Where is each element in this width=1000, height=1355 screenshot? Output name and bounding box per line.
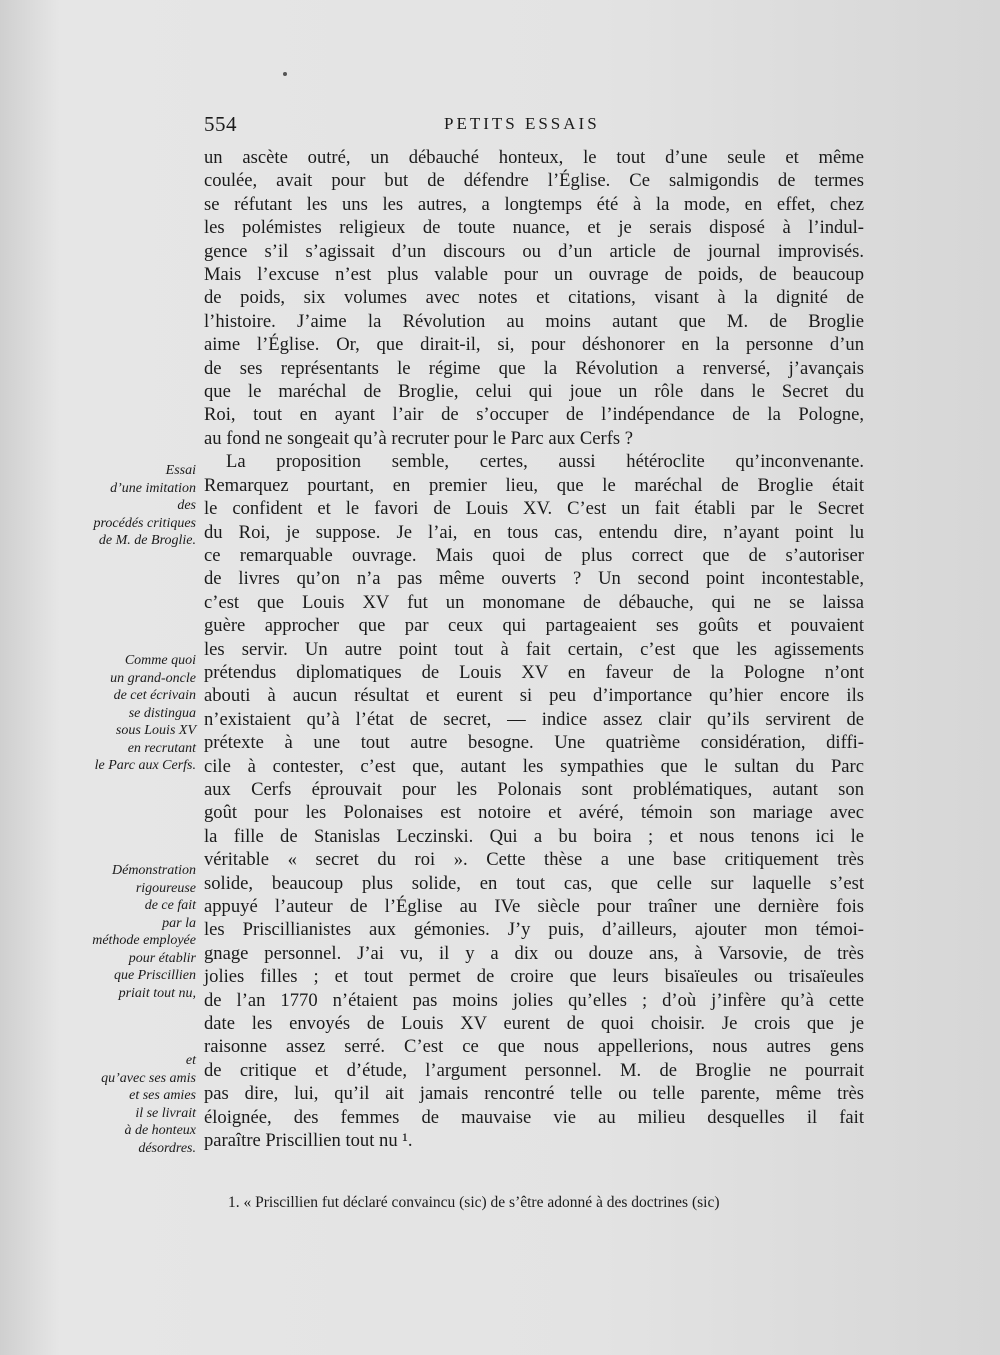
body-line: c’est que Louis XV fut un monomane de débauche, qui ne se laissa <box>204 591 864 613</box>
body-line: de ses représentants le régime que la Révolution a renversé, j’avançais <box>204 357 864 379</box>
body-line: raisonne assez serré. C’est ce que nous appellerions, nous autres gens <box>204 1036 864 1058</box>
margin-note: et qu’avec ses amis et ses amies il se livrait à de honteux désordres. <box>101 1053 196 1156</box>
body-line: Remarquez pourtant, en premier lieu, que le maréchal de Broglie était <box>204 474 864 496</box>
page-number: 554 <box>204 112 237 136</box>
body-line: se réfutant les uns les autres, a longtemps été à la mode, en effet, chez <box>204 193 864 215</box>
body-text <box>204 146 864 1152</box>
body-line: aime l’Église. Or, que dirait-il, si, pour déshonorer en la personne d’un <box>204 334 864 356</box>
body-line: le confident et le favori de Louis XV. C’est un fait établi par le Secret <box>204 498 864 520</box>
body-line: prétendus diplomatiques de Louis XV en faveur de la Pologne n’ont <box>204 661 864 683</box>
body-line: La proposition semble, certes, aussi hétéroclite qu’inconvenante. <box>226 451 864 473</box>
body-line: un ascète outré, un débauché honteux, le tout d’une seule et même <box>204 147 864 168</box>
body-line: guère approcher que par ceux qui partageaient ses goûts et pouvaient <box>204 615 864 637</box>
body-line: de l’an 1770 n’étaient pas moins jolies qu’elles ; d’où j’infère qu’à cette <box>204 989 864 1011</box>
body-line: pas dire, lui, qu’il ait jamais rencontré telle ou telle parente, même très <box>204 1083 864 1105</box>
body-line: au fond ne songeait qu’à recruter pour le Parc aux Cerfs ? <box>204 427 634 449</box>
body-line: prétexte à une tout autre besogne. Une quatrième considération, diffi- <box>204 732 864 754</box>
body-line: de critique et d’étude, l’argument personnel. M. de Broglie ne pourrait <box>204 1059 864 1081</box>
body-line: véritable « secret du roi ». Cette thèse a une base critiquement très <box>204 849 864 871</box>
body-line: de livres qu’on n’a pas même ouverts ? Un second point incontestable, <box>204 568 864 590</box>
body-line: de poids, six volumes avec notes et citations, visant à la dignité de <box>204 287 864 309</box>
page-header <box>204 112 864 142</box>
body-line: gnage personnel. J’ai vu, il y a dix ou douze ans, à Varsovie, de très <box>204 942 864 964</box>
body-line: abouti à aucun résultat et eurent si peu d’importance qu’hier encore ils <box>204 685 864 707</box>
body-line: ce remarquable ouvrage. Mais quoi de plus correct que de s’autoriser <box>204 544 864 566</box>
margin-note: Essai d’une imitation des procédés critiques de M. de Broglie. <box>93 463 196 548</box>
footnote: 1. « Priscillien fut déclaré convaincu (sic) de s’être adonné à des doctrines (sic) <box>228 1194 720 1211</box>
body-line: Mais l’excuse n’est plus valable pour un ouvrage de poids, de beaucoup <box>204 264 864 286</box>
body-line: du Roi, je suppose. Je l’ai, en tous cas, entendu dire, n’ayant point lu <box>204 521 864 543</box>
print-speck <box>283 72 287 76</box>
body-line: paraître Priscillien tout nu ¹. <box>204 1130 413 1152</box>
body-line: les polémistes religieux de toute nuance, et je serais disposé à l’indul- <box>204 217 864 239</box>
margin-note: Démonstration rigoureuse de ce fait par la méthode employée pour établir que Priscillien priait tout nu, <box>92 863 196 1001</box>
body-line: n’existaient qu’à l’état de secret, — indice assez clair qu’ils servirent de <box>204 708 864 730</box>
running-title: PETITS ESSAIS <box>444 114 600 133</box>
body-line: l’histoire. J’aime la Révolution au moins autant que M. de Broglie <box>204 310 864 332</box>
body-line: que le maréchal de Broglie, celui qui joue un rôle dans le Secret du <box>204 381 864 403</box>
margin-note: Comme quoi un grand-oncle de cet écrivain se distingua sous Louis XV en recrutant le Parc aux Cerfs. <box>94 653 196 773</box>
body-line: aux Cerfs éprouvait pour les Polonais sont problématiques, autant son <box>204 778 864 800</box>
body-line: appuyé l’auteur de l’Église au IVe siècle pour traîner une dernière fois <box>204 896 864 917</box>
body-line: coulée, avait pour but de défendre l’Église. Ce salmigondis de termes <box>204 170 864 192</box>
body-line: éloignée, des femmes de mauvaise vie au milieu desquelles il fait <box>204 1106 864 1128</box>
body-line: jolies filles ; et tout permet de croire que leurs bisaïeules ou trisaïeules <box>204 966 864 988</box>
body-line: cile à contester, c’est que, autant les sympathies que le sultan du Parc <box>204 755 864 777</box>
body-line: gence s’il s’agissait d’un discours ou d’un article de journal improvisés. <box>204 240 864 262</box>
body-line: Roi, tout en ayant l’air de s’occuper de l’indépendance de la Pologne, <box>204 404 864 426</box>
body-line: la fille de Stanislas Leczinski. Qui a bu boira ; et nous tenons ici le <box>204 825 864 847</box>
body-line: date les envoyés de Louis XV eurent de quoi choisir. Je crois que je <box>204 1013 864 1035</box>
body-line: solide, beaucoup plus solide, en tout cas, que celle sur laquelle s’est <box>204 872 864 894</box>
body-line: les servir. Un autre point tout à fait certain, c’est que les agissements <box>204 638 864 660</box>
body-line: goût pour les Polonaises est notoire et avéré, témoin son mariage avec <box>204 802 864 824</box>
body-line: les Priscillianistes aux gémonies. J’y puis, d’ailleurs, ajouter mon témoi- <box>204 919 864 941</box>
